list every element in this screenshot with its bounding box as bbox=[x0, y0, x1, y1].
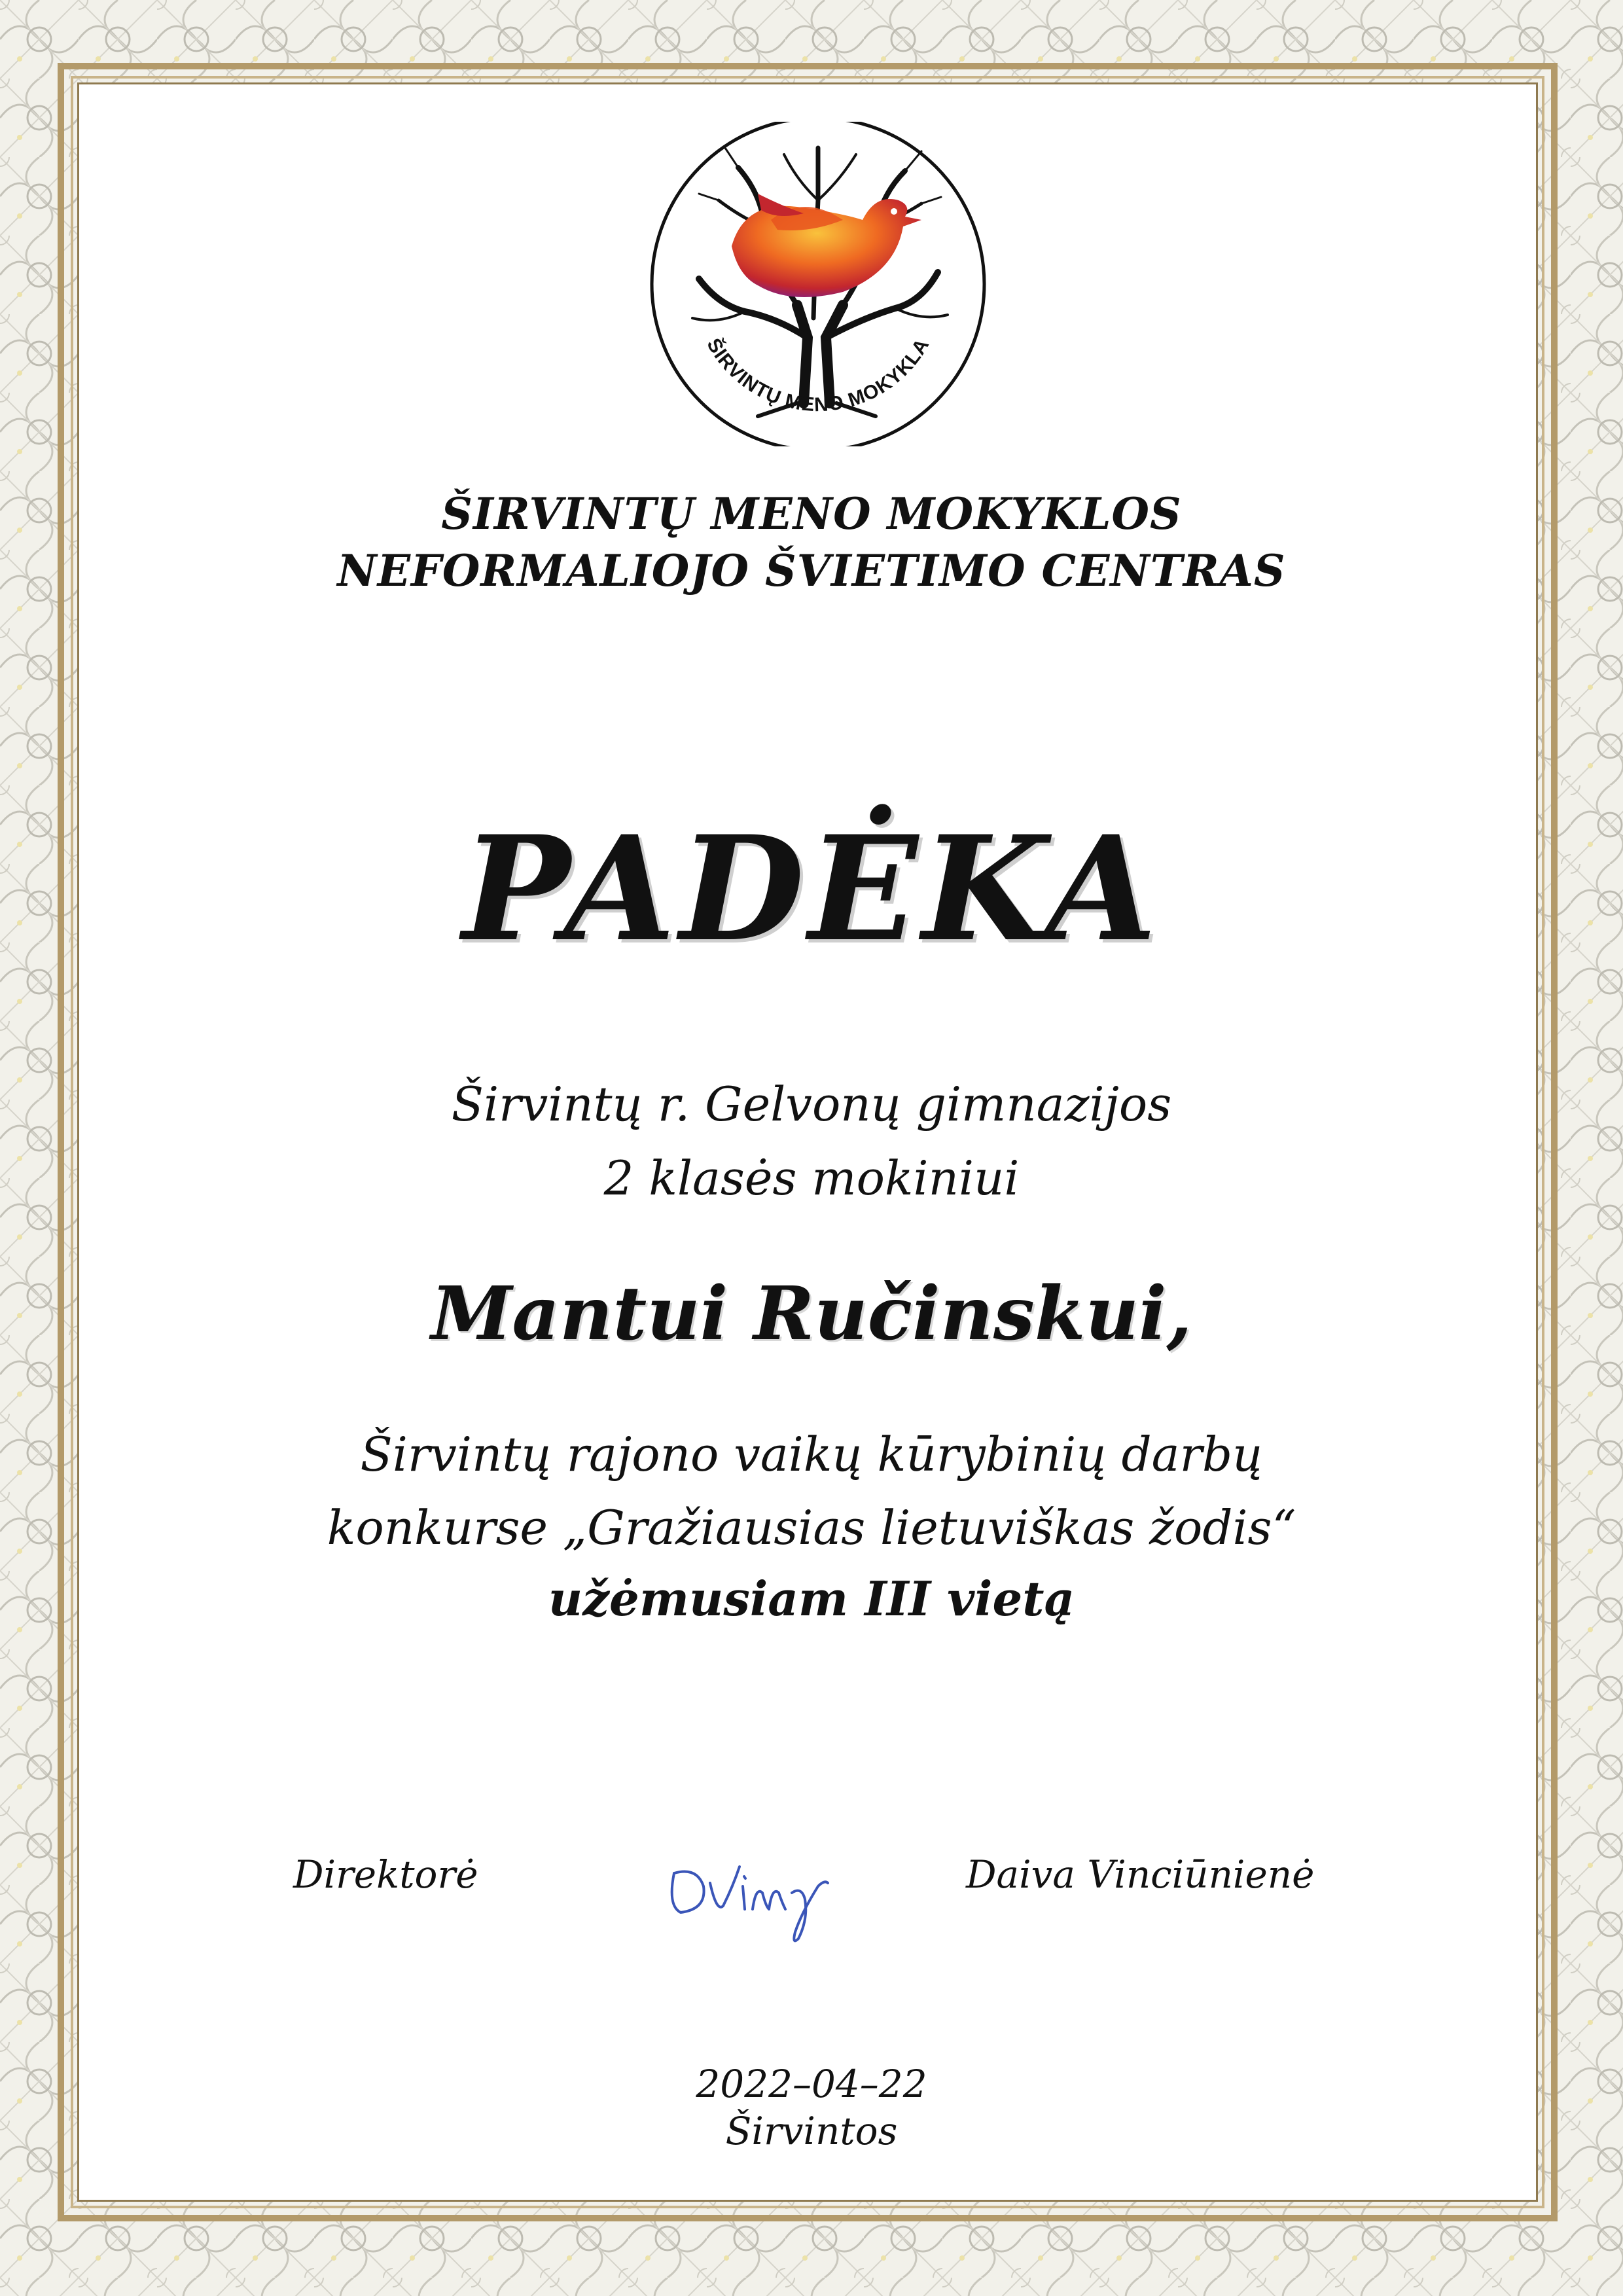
recipient-school: Širvintų r. Gelvonų gimnazijos bbox=[451, 1077, 1172, 1132]
school-logo bbox=[647, 122, 990, 446]
signatory-role: Direktorė bbox=[293, 1852, 478, 1897]
description-line2: konkurse „Gražiausias lietuviškas žodis“ bbox=[327, 1500, 1296, 1555]
recipient-name: Mantui Ručinskui, bbox=[431, 1271, 1192, 1357]
signatory-name: Daiva Vinciūnienė bbox=[966, 1852, 1315, 1897]
description-line1: Širvintų rajono vaikų kūrybinių darbų bbox=[360, 1427, 1263, 1482]
achievement-text: užėmusiam III vietą bbox=[548, 1571, 1075, 1626]
organization-name-line2: NEFORMALIOJO ŠVIETIMO CENTRAS bbox=[337, 545, 1286, 596]
issue-place: Širvintos bbox=[725, 2109, 898, 2153]
recipient-class: 2 klasės mokiniui bbox=[603, 1151, 1020, 1206]
certificate-title: PADĖKA bbox=[462, 804, 1161, 973]
svg-text:ŠIRVINTŲ MENO MOKYKLA: ŠIRVINTŲ MENO MOKYKLA bbox=[702, 334, 934, 416]
handwritten-signature-icon bbox=[661, 1847, 838, 1945]
issue-date: 2022–04–22 bbox=[696, 2062, 927, 2106]
organization-name-line1: ŠIRVINTŲ MENO MOKYKLOS bbox=[441, 488, 1182, 539]
